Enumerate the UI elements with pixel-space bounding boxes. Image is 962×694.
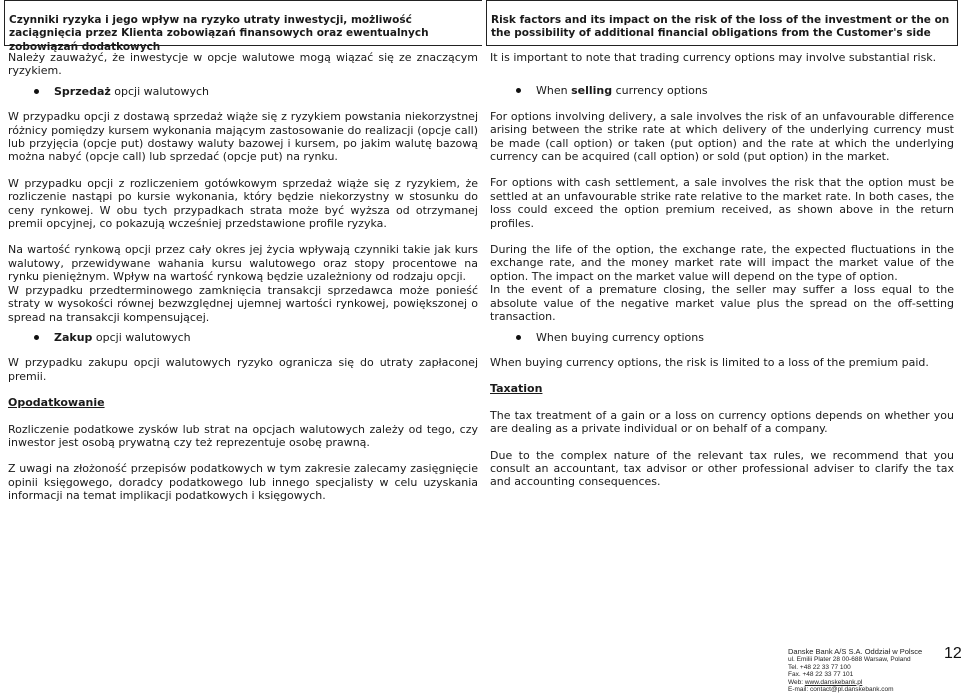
left-sell-bullet [8, 85, 478, 98]
left-sell-p4: W przypadku przedterminowego zamknięcia transakcji sprzedawca może ponieść straty w wysokości równej bezwzględnej ujemnej wartości rynkowej, powiększonej o spread na transakcji kompensującej. [8, 283, 478, 324]
left-section-header: Czynniki ryzyka i jego wpływ na ryzyko utraty inwestycji, możliwość zaciągnięcia przez Klienta zobowiązań finansowych oraz ewentualnych zobowiązań dodatkowych [4, 0, 482, 46]
bullet-icon [516, 88, 521, 93]
left-sell-p3: Na wartość rynkową opcji przez cały okres jej życia wpływają czynniki takie jak kurs walutowy, przewidywane wahania kursu walutowego oraz stopy procentowe na rynku pieniężnym. Wpływ na wartość rynkową będzie uzależniony od rodzaju opcji. [8, 243, 478, 284]
right-sell-pre: When [536, 84, 572, 98]
left-buy-p: W przypadku zakupu opcji walutowych ryzyko ogranicza się do utraty zapłaconej premii. [8, 356, 478, 383]
footer-web-link[interactable]: www.danskebank.pl [804, 678, 863, 686]
left-tax-p1: Rozliczenie podatkowe zysków lub strat na opcjach walutowych zależy od tego, czy inwestor jest osobą prywatną czy też reprezentuje osobę prawną. [8, 422, 478, 449]
left-sell-bold: Sprzedaż [54, 84, 111, 98]
left-buy-bold: Zakup [54, 330, 93, 344]
left-sell-p2: W przypadku opcji z rozliczeniem gotówkowym sprzedaż wiąże się z ryzykiem, że rozliczenie nastąpi po kursie wykonania, który będzie niekorzystny w stosunku do ceny rynkowej. W obu tych przypadkach strata może być wyższa od otrzymanej premii opcyjnej, co pokazują wcześniej przedstawione profile ryzyka. [8, 176, 478, 231]
right-buy-p: When buying currency options, the risk is limited to a loss of the premium paid. [490, 355, 929, 369]
left-tax-heading: Opodatkowanie [8, 396, 105, 410]
footer-email: E-mail: contact@pl.danskebank.com [788, 686, 894, 694]
bullet-icon [34, 89, 39, 94]
right-column [486, 0, 958, 489]
footer-web-line [788, 679, 938, 687]
left-intro: Należy zauważyć, że inwestycje w opcje walutowe mogą wiązać się ze znaczącym ryzykiem. [8, 51, 478, 78]
right-sell-bullet [490, 84, 954, 97]
bullet-icon [34, 335, 39, 340]
footer-contact-block [788, 647, 938, 694]
footer-company: Danske Bank A/S S.A. Oddział w Polsce [788, 647, 923, 656]
footer-fax: Fax. +48 22 33 77 101 [788, 671, 854, 679]
left-sell-p1: W przypadku opcji z dostawą sprzedaż wiąże się z ryzykiem powstania niekorzystnej różnicy pomiędzy kursem wykonania mającym zastosowanie do realizacji (opcje call) lub przyjęcia (opcje put) dostawy waluty bazowej i kursem, po jakim walutę bazową można nabyć (opcje call) lub sprzedać (opcje put) na rynku. [8, 110, 478, 164]
left-tax-p2: Z uwagi na złożoność przepisów podatkowych w tym zakresie zalecamy zasięgnięcie opinii księgowego, doradcy podatkowego lub innego specjalisty w celu uzyskania informacji na temat implikacji podatkowych i księgowych. [8, 462, 478, 503]
footer-tel: Tel. +48 22 33 77 100 [788, 663, 851, 671]
right-tax-p1: The tax treatment of a gain or a loss on currency options depends on whether you are dealing as a private individual or on behalf of a company. [490, 408, 954, 436]
right-tax-heading: Taxation [490, 382, 543, 396]
right-buy-text: When buying currency options [536, 330, 704, 344]
right-sell-bold: selling [571, 84, 613, 98]
right-tax-p2: Due to the complex nature of the relevant tax rules, we recommend that you consult an accountant, tax advisor or other professional adviser to clarify the tax and accounting consequences. [490, 448, 954, 489]
right-sell-rest: currency options [612, 84, 708, 98]
right-sell-p3: During the life of the option, the exchange rate, the expected fluctuations in the exchange rate, and the money market rate will impact the market value of the option. The impact on the market value will depend on the type of option. [490, 243, 954, 283]
left-column [4, 0, 482, 503]
footer-web-label: Web: [788, 678, 805, 686]
left-buy-rest: opcji walutowych [92, 330, 191, 344]
right-section-header: Risk factors and its impact on the risk of the loss of the investment or the on the possibility of additional financial obligations from the Customer's side [486, 0, 958, 46]
page-number: 12 [944, 645, 962, 662]
left-buy-bullet [8, 331, 478, 344]
left-sell-rest: opcji walutowych [110, 84, 209, 98]
footer-address: ul. Emilii Plater 28 00-688 Warsaw, Poland [788, 656, 911, 663]
bullet-icon [516, 335, 521, 340]
right-buy-bullet [490, 331, 954, 344]
right-sell-p4: In the event of a premature closing, the seller may suffer a loss equal to the absolute value of the negative market value plus the spread on the off-setting transaction. [490, 283, 954, 324]
right-sell-p2: For options with cash settlement, a sale involves the risk that the option must be settled at an unfavourable strike rate relative to the market rate. In both cases, the loss could exceed the option premium received, as shown above in the return profiles. [490, 176, 954, 230]
right-sell-p1: For options involving delivery, a sale involves the risk of an unfavourable difference arising between the strike rate at which delivery of the underlying currency must be made (call option) or taken (put option) and the rate at which the underlying currency can be acquired (call option) or sold (put option) in the market. [490, 109, 954, 164]
right-intro: It is important to note that trading currency options may involve substantial risk. [490, 51, 937, 64]
